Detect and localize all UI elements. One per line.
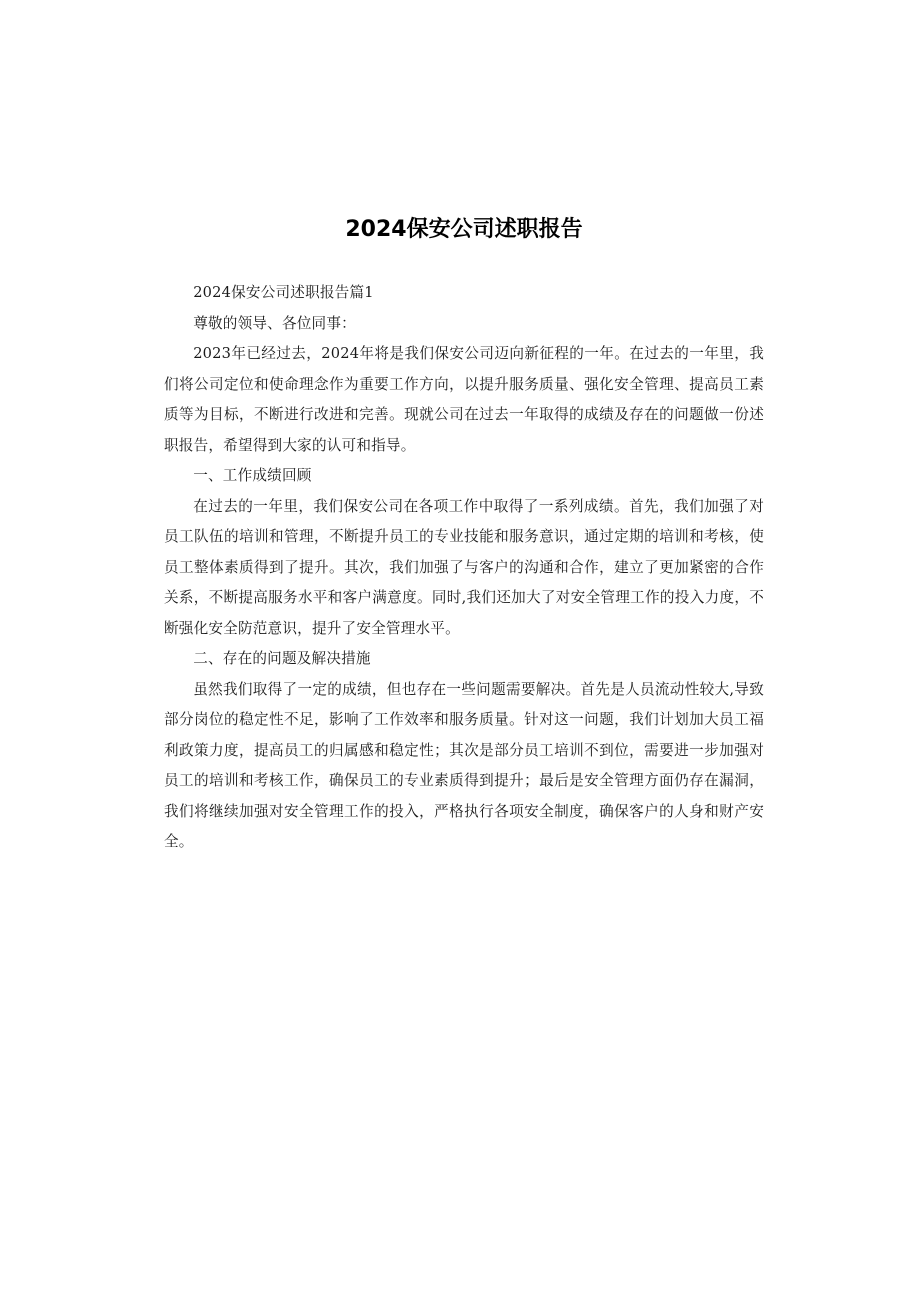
problems-paragraph: 虽然我们取得了一定的成绩，但也存在一些问题需要解决。首先是人员流动性较大,导致部分岗位的稳定性不足，影响了工作效率和服务质量。针对这一问题，我们计划加大员工福利政策力度，提高员工的归属感和稳定性；其次是部分员工培训不到位，需要进一步加强对员工的培训和考核工作，确保员工的专业素质得到提升；最后是安全管理方面仍存在漏洞，我们将继续加强对安全管理工作的投入，严格执行各项安全制度，确保客户的人身和财产安全。 bbox=[164, 680, 764, 850]
salutation: 尊敬的领导、各位同事： bbox=[193, 314, 356, 332]
intro-paragraph: 2023年已经过去，2024年将是我们保安公司迈向新征程的一年。在过去的一年里，我们将公司定位和使命理念作为重要工作方向，以提升服务质量、强化安全管理、提高员工素质等为目标，不断进行改进和完善。现就公司在过去一年取得的成绩及存在的问题做一份述职报告，希望得到大家的认可和指导。 bbox=[164, 345, 764, 454]
achievements-paragraph: 在过去的一年里，我们保安公司在各项工作中取得了一系列成绩。首先，我们加强了对员工队伍的培训和管理，不断提升员工的专业技能和服务意识，通过定期的培训和考核，使员工整体素质得到了提升。其次，我们加强了与客户的沟通和合作，建立了更加紧密的合作关系，不断提高服务水平和客户满意度。同时,我们还加大了对安全管理工作的投入力度，不断强化安全防范意识，提升了安全管理水平。 bbox=[164, 497, 764, 637]
section-heading-achievements: 一、工作成绩回顾 bbox=[193, 467, 312, 484]
report-subtitle: 2024保安公司述职报告篇1 bbox=[193, 284, 374, 301]
section-heading-problems: 二、存在的问题及解决措施 bbox=[193, 650, 371, 667]
document-title: 2024保安公司述职报告 bbox=[345, 217, 583, 242]
document-body bbox=[164, 210, 764, 858]
